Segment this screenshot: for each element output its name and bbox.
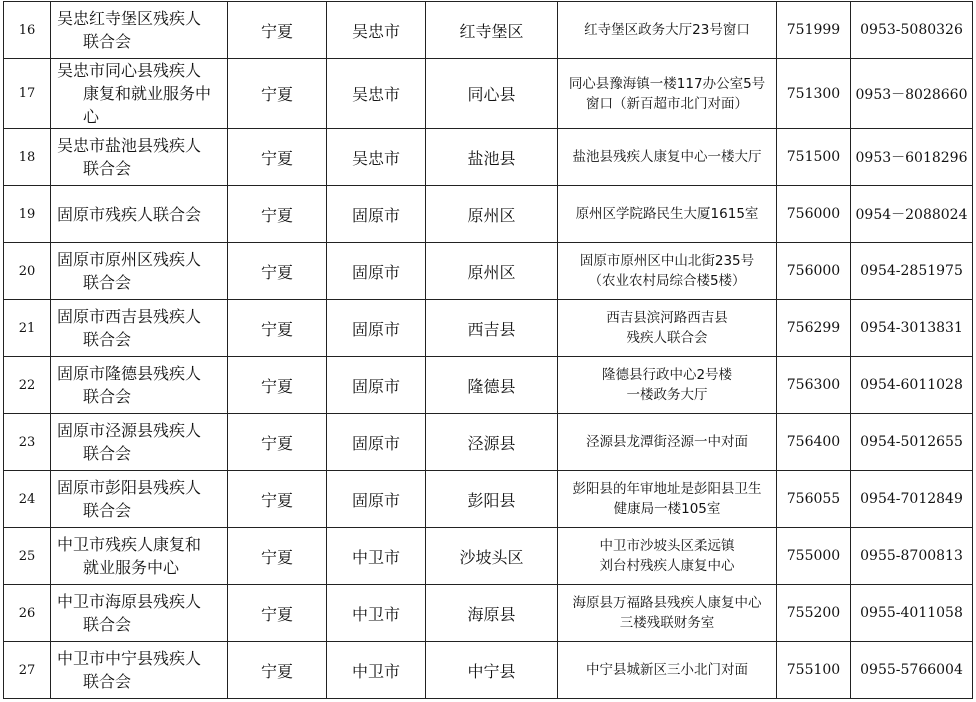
organization-name-line: 中卫市中宁县残疾人 (57, 649, 202, 668)
organization-name-line: 联合会 (83, 672, 132, 691)
organization-name-line: 联合会 (83, 501, 132, 520)
organization-name-line: 固原市隆德县残疾人 (57, 364, 202, 383)
address-cell (558, 471, 777, 528)
organization-name-line: 吴忠红寺堡区残疾人 (57, 9, 202, 28)
organization-name-cell (51, 2, 228, 59)
phone-number-cell: 0954-5012655 (851, 414, 973, 471)
province-cell: 宁夏 (228, 300, 327, 357)
county-cell: 中宁县 (426, 642, 558, 699)
organization-name-line: 联合会 (83, 32, 132, 51)
address-line: （农业农村局综合楼5楼） (588, 273, 746, 289)
postal-code-cell: 755100 (777, 642, 851, 699)
table-row (4, 471, 973, 528)
organization-name-line: 中卫市残疾人康复和 (57, 535, 202, 554)
organization-name-cell (51, 357, 228, 414)
city-cell: 固原市 (327, 357, 426, 414)
phone-number-cell: 0955-8700813 (851, 528, 973, 585)
address-line: 同心县豫海镇一楼117办公室5号 (568, 75, 766, 92)
organization-name-line: 就业服务中心 (83, 558, 180, 577)
row-number-cell: 20 (4, 243, 51, 300)
organization-name-line: 固原市原州区残疾人 (57, 250, 202, 269)
phone-number-cell: 0953-5080326 (851, 2, 973, 59)
table-row (4, 585, 973, 642)
county-cell: 红寺堡区 (426, 2, 558, 59)
address-cell (558, 642, 777, 699)
province-cell: 宁夏 (228, 414, 327, 471)
organization-name-cell (51, 243, 228, 300)
organization-name-line: 吴忠市盐池县残疾人 (57, 136, 202, 155)
county-cell: 原州区 (426, 186, 558, 243)
address-line: 刘台村残疾人康复中心 (599, 558, 735, 574)
disability-federation-table (3, 1, 973, 699)
address-line: 中宁县城新区三小北门对面 (586, 662, 748, 678)
province-cell: 宁夏 (228, 642, 327, 699)
county-cell: 同心县 (426, 59, 558, 129)
row-number-cell: 25 (4, 528, 51, 585)
county-cell: 泾源县 (426, 414, 558, 471)
address-cell (558, 243, 777, 300)
organization-name-cell (51, 59, 228, 129)
phone-number-cell: 0955-4011058 (851, 585, 973, 642)
organization-name-line: 固原市泾源县残疾人 (57, 421, 202, 440)
province-cell: 宁夏 (228, 243, 327, 300)
phone-number-cell: 0954－2088024 (851, 186, 973, 243)
row-number-cell: 17 (4, 59, 51, 129)
postal-code-cell: 751500 (777, 129, 851, 186)
county-cell: 沙坡头区 (426, 528, 558, 585)
organization-name-line: 联合会 (83, 615, 132, 634)
table-row (4, 642, 973, 699)
organization-name-line: 联合会 (83, 330, 132, 349)
county-cell: 原州区 (426, 243, 558, 300)
address-line: 窗口（新百超市北门对面） (586, 95, 748, 112)
organization-name-cell (51, 129, 228, 186)
address-cell (558, 357, 777, 414)
city-cell: 固原市 (327, 300, 426, 357)
address-line: 红寺堡区政务大厅23号窗口 (584, 22, 750, 38)
table-row (4, 186, 973, 243)
county-cell: 海原县 (426, 585, 558, 642)
province-cell: 宁夏 (228, 528, 327, 585)
postal-code-cell: 751300 (777, 59, 851, 129)
row-number-cell: 26 (4, 585, 51, 642)
county-cell: 彭阳县 (426, 471, 558, 528)
address-line: 西吉县滨河路西吉县 (606, 310, 728, 326)
address-cell (558, 585, 777, 642)
table-body (4, 2, 973, 699)
county-cell: 西吉县 (426, 300, 558, 357)
organization-name-line: 吴忠市同心县残疾人 (57, 61, 202, 80)
address-line: 隆德县行政中心2号楼 (601, 367, 733, 383)
address-cell (558, 300, 777, 357)
table-row (4, 414, 973, 471)
postal-code-cell: 756055 (777, 471, 851, 528)
organization-name-line: 联合会 (83, 444, 132, 463)
county-cell: 盐池县 (426, 129, 558, 186)
phone-number-cell: 0955-5766004 (851, 642, 973, 699)
address-line: 健康局一楼105室 (613, 501, 721, 517)
organization-name-line: 联合会 (83, 159, 132, 178)
postal-code-cell: 755000 (777, 528, 851, 585)
phone-number-cell: 0954-6011028 (851, 357, 973, 414)
table-row (4, 129, 973, 186)
address-cell (558, 129, 777, 186)
address-cell (558, 59, 777, 129)
province-cell: 宁夏 (228, 129, 327, 186)
organization-name-line: 固原市残疾人联合会 (57, 204, 202, 224)
city-cell: 固原市 (327, 186, 426, 243)
organization-name-cell (51, 642, 228, 699)
address-line: 一楼政务大厅 (626, 387, 708, 403)
organization-name-line: 固原市彭阳县残疾人 (57, 478, 202, 497)
address-cell (558, 186, 777, 243)
address-line: 中卫市沙坡头区柔远镇 (599, 538, 735, 554)
row-number-cell: 21 (4, 300, 51, 357)
province-cell: 宁夏 (228, 471, 327, 528)
organization-name-line: 固原市西吉县残疾人 (57, 307, 202, 326)
address-line: 泾源县龙潭街泾源一中对面 (586, 434, 748, 450)
row-number-cell: 22 (4, 357, 51, 414)
address-cell (558, 528, 777, 585)
city-cell: 中卫市 (327, 642, 426, 699)
organization-name-cell (51, 528, 228, 585)
organization-name-cell (51, 585, 228, 642)
organization-name-cell (51, 414, 228, 471)
city-cell: 吴忠市 (327, 129, 426, 186)
organization-name-line: 康复和就业服务中心 (83, 84, 212, 126)
phone-number-cell: 0954-2851975 (851, 243, 973, 300)
organization-name-cell (51, 471, 228, 528)
postal-code-cell: 756000 (777, 243, 851, 300)
postal-code-cell: 756400 (777, 414, 851, 471)
row-number-cell: 18 (4, 129, 51, 186)
county-cell: 隆德县 (426, 357, 558, 414)
postal-code-cell: 756300 (777, 357, 851, 414)
province-cell: 宁夏 (228, 186, 327, 243)
table-row (4, 59, 973, 129)
phone-number-cell: 0953－8028660 (851, 59, 973, 129)
address-line: 三楼残联财务室 (619, 615, 715, 631)
table-row (4, 2, 973, 59)
organization-name-line: 中卫市海原县残疾人 (57, 592, 202, 611)
row-number-cell: 27 (4, 642, 51, 699)
row-number-cell: 24 (4, 471, 51, 528)
table-row (4, 243, 973, 300)
address-line: 固原市原州区中山北街235号 (579, 253, 755, 269)
city-cell: 吴忠市 (327, 2, 426, 59)
province-cell: 宁夏 (228, 2, 327, 59)
city-cell: 吴忠市 (327, 59, 426, 129)
table-row (4, 357, 973, 414)
address-line: 原州区学院路民生大厦1615室 (575, 206, 759, 222)
province-cell: 宁夏 (228, 59, 327, 129)
organization-name-line: 联合会 (83, 273, 132, 292)
address-line: 彭阳县的年审地址是彭阳县卫生 (572, 481, 762, 497)
organization-name-cell (51, 186, 228, 243)
postal-code-cell: 755200 (777, 585, 851, 642)
phone-number-cell: 0954-3013831 (851, 300, 973, 357)
row-number-cell: 16 (4, 2, 51, 59)
address-line: 残疾人联合会 (626, 330, 708, 346)
organization-name-line: 联合会 (83, 387, 132, 406)
city-cell: 固原市 (327, 243, 426, 300)
address-line: 海原县万福路县残疾人康复中心 (572, 595, 762, 611)
row-number-cell: 23 (4, 414, 51, 471)
table-row (4, 300, 973, 357)
province-cell: 宁夏 (228, 357, 327, 414)
postal-code-cell: 756000 (777, 186, 851, 243)
city-cell: 中卫市 (327, 585, 426, 642)
address-cell (558, 2, 777, 59)
postal-code-cell: 756299 (777, 300, 851, 357)
organization-name-cell (51, 300, 228, 357)
address-line: 盐池县残疾人康复中心一楼大厅 (572, 149, 762, 165)
postal-code-cell: 751999 (777, 2, 851, 59)
row-number-cell: 19 (4, 186, 51, 243)
table-row (4, 528, 973, 585)
phone-number-cell: 0953－6018296 (851, 129, 973, 186)
phone-number-cell: 0954-7012849 (851, 471, 973, 528)
city-cell: 固原市 (327, 471, 426, 528)
province-cell: 宁夏 (228, 585, 327, 642)
address-cell (558, 414, 777, 471)
city-cell: 固原市 (327, 414, 426, 471)
city-cell: 中卫市 (327, 528, 426, 585)
